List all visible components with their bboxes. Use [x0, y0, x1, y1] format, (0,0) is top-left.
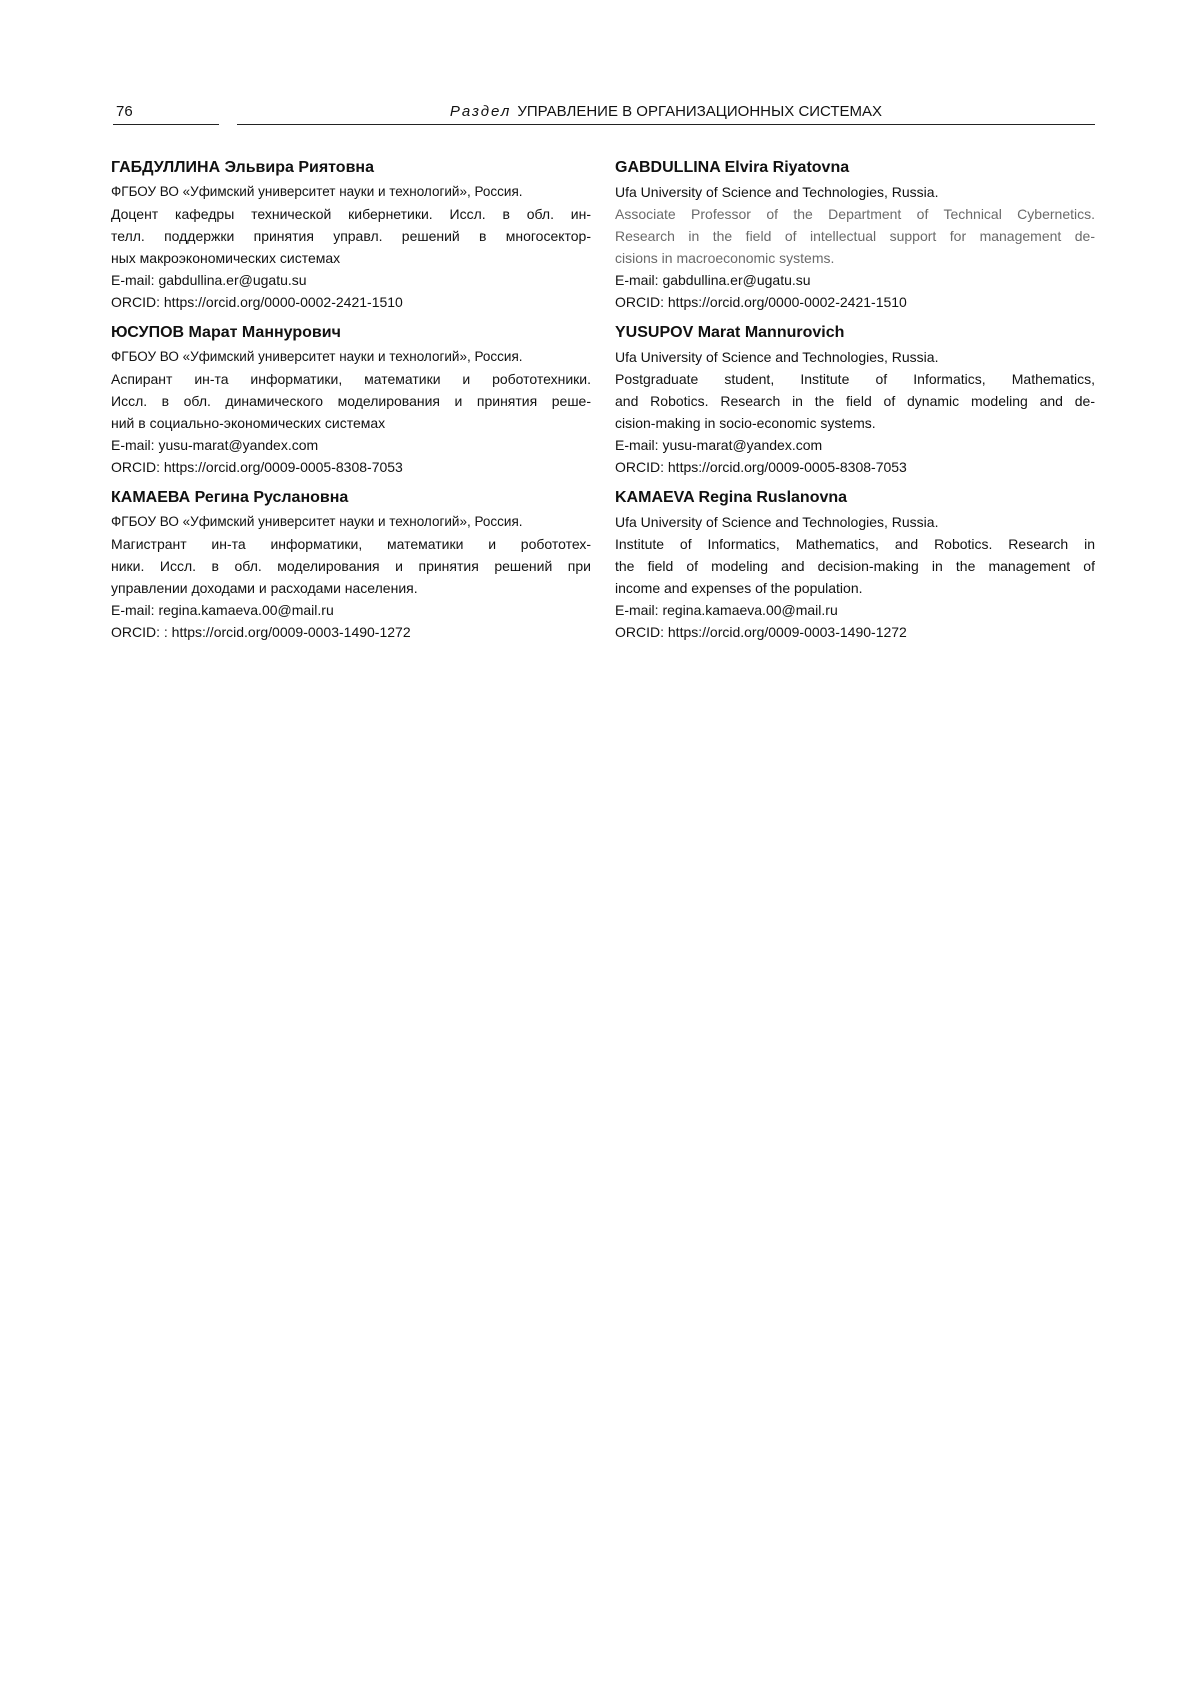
- author-description-line: income and expenses of the population.: [615, 580, 863, 596]
- authors-column-en: [615, 158, 1095, 653]
- section-prefix: Раздел: [449, 103, 512, 120]
- author-name: GABDULLINA Elvira Riyatovna: [615, 159, 850, 176]
- author-email: E-mail: gabdullina.er@ugatu.su: [615, 272, 811, 288]
- author-description-line: управлении доходами и расходами населения.: [111, 580, 418, 596]
- author-description-line: ных макроэкономических системах: [111, 250, 341, 266]
- authors-column-ru: [111, 158, 591, 653]
- author-description-line: Postgraduate student, Institute of Informatics, Mathematics,: [615, 371, 1095, 387]
- author-entry-en: [615, 323, 1095, 478]
- author-affiliation: Ufa University of Science and Technologies, Russia.: [615, 184, 939, 200]
- author-email: E-mail: yusu-marat@yandex.com: [615, 437, 823, 453]
- author-orcid: ORCID: https://orcid.org/0009-0005-8308-7053: [615, 459, 907, 475]
- author-entry-en: [615, 158, 1095, 313]
- author-name: YUSUPOV Marat Mannurovich: [615, 324, 845, 341]
- author-description-line: and Robotics. Research in the field of dynamic modeling and de-: [615, 393, 1095, 409]
- author-description-line: ний в социально-экономических системах: [111, 415, 386, 431]
- author-description-line: cision-making in socio-economic systems.: [615, 415, 876, 431]
- author-entry-ru: [111, 488, 591, 643]
- author-email: E-mail: yusu-marat@yandex.com: [111, 437, 319, 453]
- author-description-line: Research in the field of intellectual support for management de-: [615, 228, 1095, 244]
- page-number: 76: [116, 103, 133, 120]
- author-description-line: ники. Иссл. в обл. моделирования и принятия решений при: [111, 558, 591, 574]
- author-entry-en: [615, 488, 1095, 643]
- author-name: KAMAEVA Regina Ruslanovna: [615, 489, 848, 506]
- author-description-line: Иссл. в обл. динамического моделирования и принятия реше-: [111, 393, 591, 409]
- author-description-line: the field of modeling and decision-making in the management of: [615, 558, 1095, 574]
- author-description-line: телл. поддержки принятия управл. решений в многосектор-: [111, 228, 591, 244]
- section-heading: [237, 103, 1095, 121]
- running-header: [113, 100, 1095, 126]
- author-description-line: Associate Professor of the Department of Technical Cybernetics.: [615, 206, 1095, 222]
- author-affiliation: Ufa University of Science and Technologies, Russia.: [615, 514, 939, 530]
- author-affiliation: Ufa University of Science and Technologies, Russia.: [615, 349, 939, 365]
- author-description-line: Магистрант ин-та информатики, математики и робототех-: [111, 536, 591, 552]
- author-orcid: ORCID: https://orcid.org/0000-0002-2421-1510: [615, 294, 907, 310]
- author-description-line: cisions in macroeconomic systems.: [615, 250, 835, 266]
- author-name: КАМАЕВА Регина Руслановна: [111, 489, 349, 506]
- author-name: ЮСУПОВ Марат Маннурович: [111, 324, 341, 341]
- author-description-line: Institute of Informatics, Mathematics, and Robotics. Research in: [615, 536, 1095, 552]
- author-description-line: Аспирант ин-та информатики, математики и робототехники.: [111, 371, 591, 387]
- author-orcid: ORCID: https://orcid.org/0009-0003-1490-1272: [615, 624, 907, 640]
- author-email: E-mail: regina.kamaeva.00@mail.ru: [111, 602, 334, 618]
- author-entry-ru: [111, 158, 591, 313]
- section-rule: [237, 124, 1095, 125]
- section-title: УПРАВЛЕНИЕ В ОРГАНИЗАЦИОННЫХ СИСТЕМАХ: [517, 103, 883, 120]
- author-entry-ru: [111, 323, 591, 478]
- author-email: E-mail: regina.kamaeva.00@mail.ru: [615, 602, 838, 618]
- author-orcid: ORCID: https://orcid.org/0000-0002-2421-1510: [111, 294, 403, 310]
- author-affiliation: ФГБОУ ВО «Уфимский университет науки и технологий», Россия.: [111, 349, 523, 364]
- author-orcid: ORCID: https://orcid.org/0009-0005-8308-7053: [111, 459, 403, 475]
- page-number-rule: [113, 124, 219, 125]
- author-description-line: Доцент кафедры технической кибернетики. Иссл. в обл. ин-: [111, 206, 591, 222]
- author-email: E-mail: gabdullina.er@ugatu.su: [111, 272, 307, 288]
- author-orcid: ORCID: : https://orcid.org/0009-0003-1490-1272: [111, 624, 411, 640]
- author-affiliation: ФГБОУ ВО «Уфимский университет науки и технологий», Россия.: [111, 514, 523, 529]
- author-affiliation: ФГБОУ ВО «Уфимский университет науки и технологий», Россия.: [111, 184, 523, 199]
- author-name: ГАБДУЛЛИНА Эльвира Риятовна: [111, 159, 374, 176]
